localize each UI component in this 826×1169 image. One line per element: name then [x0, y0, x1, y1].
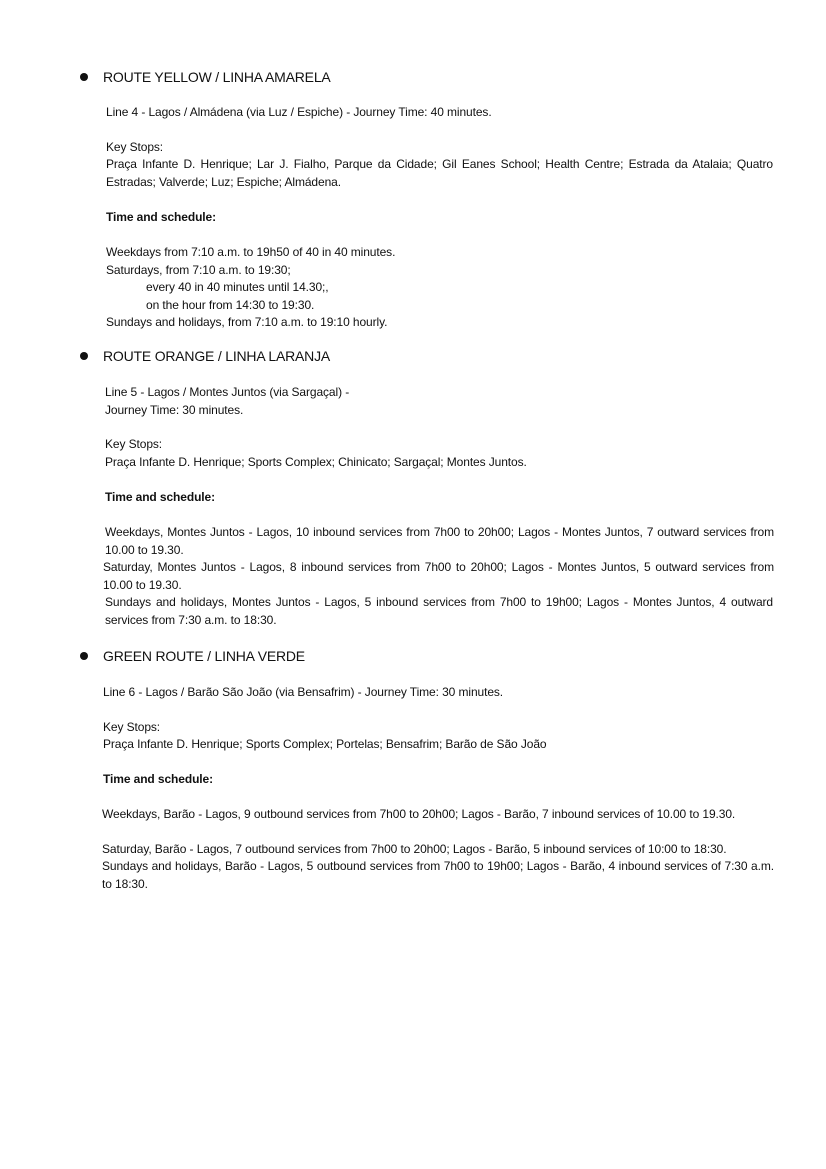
schedule-entry: Sundays and holidays, Montes Juntos - Lagos, 5 inbound services from 7h00 to 19h00; Lagos - Montes Juntos, 4 outward services from 7:30 a.m. to 18:30.: [105, 595, 773, 627]
schedule-entry: Weekdays, Montes Juntos - Lagos, 10 inbound services from 7h00 to 20h00; Lagos - Montes Juntos, 7 outward services from 10.00 to 19.30.: [105, 525, 774, 557]
schedule-label: Time and schedule:: [106, 210, 217, 224]
route-line-text: Journey Time: 30 minutes.: [105, 402, 244, 417]
key-stops-text: Praça Infante D. Henrique; Lar J. Fialho, Parque da Cidade; Gil Eanes School; Health Centre; Estrada da Atalaia; Quatro Estradas; Valverde; Luz; Espiche; Almádena.: [106, 157, 773, 189]
route-line-info: Line 4 - Lagos / Almádena (via Luz / Espiche) - Journey Time: 40 minutes.: [106, 105, 492, 119]
key-stops-label: Key Stops:: [105, 437, 163, 451]
schedule-entry: Saturday, Montes Juntos - Lagos, 8 inbound services from 7h00 to 20h00; Lagos - Montes Juntos, 5 outward services from 10.00 to 19.30.: [103, 560, 774, 592]
key-stops-label: Key Stops:: [103, 720, 161, 734]
schedule-entry: Sundays and holidays, Barão - Lagos, 5 outbound services from 7h00 to 19h00; Lagos - Barão, 4 inbound services of 7:30 a.m. to 18:30.: [102, 859, 774, 891]
schedule-label: Time and schedule:: [105, 490, 216, 504]
schedule-line: Weekdays from 7:10 a.m. to 19h50 of 40 in 40 minutes.: [106, 245, 396, 259]
schedule-line: Sundays and holidays, from 7:10 a.m. to 19:10 hourly.: [106, 315, 388, 330]
bullet-icon: [80, 352, 88, 360]
route-line-text: Line 5 - Lagos / Montes Juntos (via Sargaçal) -: [105, 385, 350, 399]
route-line-info: [105, 384, 775, 419]
route-title: ROUTE YELLOW / LINHA AMARELA: [103, 69, 331, 85]
schedule-entry: Weekdays, Barão - Lagos, 9 outbound services from 7h00 to 20h00; Lagos - Barão, 7 inbound services of 10.00 to 19.30.: [102, 807, 736, 821]
key-stops-text: Praça Infante D. Henrique; Sports Complex; Portelas; Bensafrim; Barão de São João: [103, 737, 547, 751]
schedule-entry: Saturday, Barão - Lagos, 7 outbound services from 7h00 to 20h00; Lagos - Barão, 5 inbound services of 10:00 to 18:30.: [102, 842, 727, 856]
bullet-icon: [80, 73, 88, 81]
schedule-line: on the hour from 14:30 to 19:30.: [146, 297, 315, 312]
bullet-icon: [80, 652, 88, 660]
route-title: GREEN ROUTE / LINHA VERDE: [103, 648, 305, 664]
key-stops-label: Key Stops:: [106, 140, 164, 154]
key-stops-text: Praça Infante D. Henrique; Sports Complex; Chinicato; Sargaçal; Montes Juntos.: [105, 455, 527, 469]
schedule-line: every 40 in 40 minutes until 14.30;,: [146, 280, 329, 295]
route-title: ROUTE ORANGE / LINHA LARANJA: [103, 348, 331, 364]
route-line-info: Line 6 - Lagos / Barão São João (via Bensafrim) - Journey Time: 30 minutes.: [103, 685, 504, 699]
schedule-label: Time and schedule:: [103, 772, 214, 786]
schedule-line: Saturdays, from 7:10 a.m. to 19:30;: [106, 262, 291, 277]
schedule-list: [106, 244, 776, 332]
